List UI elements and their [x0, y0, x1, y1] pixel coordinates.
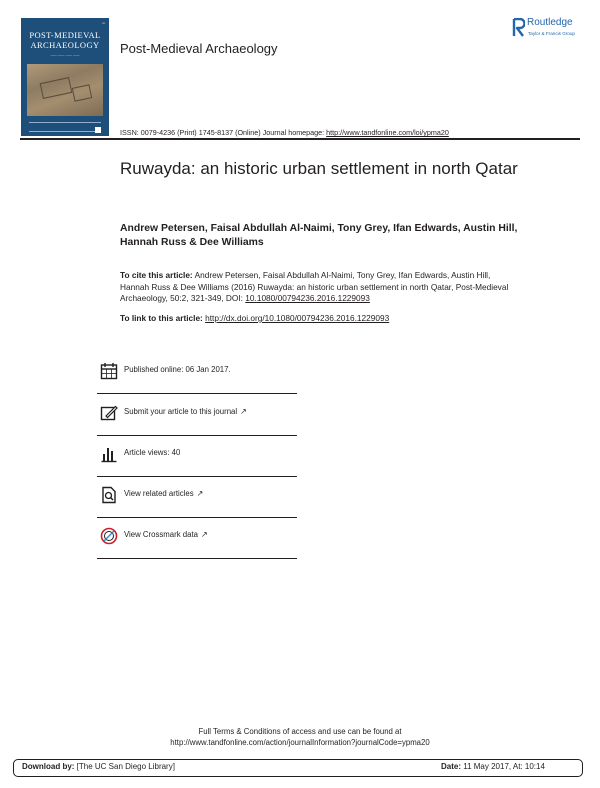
cover-aerial-photo [27, 64, 103, 116]
edit-icon [100, 404, 118, 422]
downloaded-by-value: [The UC San Diego Library] [74, 762, 175, 771]
crossmark-link[interactable] [124, 530, 208, 539]
link-label: To link to this article: [120, 313, 206, 323]
external-link-icon: ↗ [196, 489, 204, 498]
journal-cover-image[interactable] [21, 18, 109, 136]
terms-url-link[interactable]: http://www.tandfonline.com/action/journalInformation?journalCode=ypma20 [170, 738, 430, 747]
download-date [441, 762, 545, 771]
submit-article-link[interactable] [124, 407, 247, 416]
download-date-label: Date: [441, 762, 462, 771]
related-articles-link[interactable] [124, 489, 203, 498]
downloaded-by [22, 762, 175, 771]
article-authors: Andrew Petersen, Faisal Abdullah Al-Naimi, Tony Grey, Ifan Edwards, Austin Hill, Hannah Russ & Dee Williams [120, 223, 518, 248]
header-divider [20, 138, 580, 140]
download-date-value: 11 May 2017, At: 10:14 [461, 762, 545, 771]
published-online-label: Published online: 06 Jan 2017. [124, 365, 231, 374]
cover-subtitle: —— —— —— —— [50, 53, 80, 57]
article-url-link[interactable]: http://dx.doi.org/10.1080/00794236.2016.1229093 [205, 313, 390, 323]
submit-article-row[interactable] [97, 394, 297, 436]
submit-article-label: Submit your article to this journal [124, 407, 238, 416]
journal-homepage-link[interactable]: http://www.tandfonline.com/loi/ypma20 [326, 128, 449, 137]
bar-chart-icon [100, 445, 118, 463]
article-views-label: Article views: 40 [124, 448, 181, 457]
citation-text: Andrew Petersen, Faisal Abdullah Al-Naimi, Tony Grey, Ifan Edwards, Austin Hill, Hannah Russ & Dee Williams (2016) Ruwayda: an historic urban settlement in north Qatar, Post-Medieval Archaeology, 50:2, 321-349, DOI: [120, 270, 509, 303]
cover-title [21, 30, 109, 50]
cover-publisher-logo [95, 127, 101, 133]
issn-line [120, 128, 449, 137]
citation-label: To cite this article: [120, 270, 193, 280]
related-articles-row[interactable] [97, 476, 297, 518]
publisher-name: Routledge [527, 17, 573, 28]
crossmark-label: View Crossmark data [124, 530, 198, 539]
article-link-line [120, 313, 520, 323]
article-views-row [97, 435, 297, 477]
cover-title-line2: ARCHAEOLOGY [30, 40, 100, 50]
downloaded-by-label: Download by: [22, 762, 75, 771]
calendar-icon [100, 362, 118, 380]
doi-link[interactable]: 10.1080/00794236.2016.1229093 [245, 293, 370, 303]
related-articles-label: View related articles [124, 489, 194, 498]
external-link-icon: ↗ [240, 407, 247, 416]
published-online-row [97, 352, 297, 394]
cover-title-line1: POST-MEDIEVAL [29, 30, 101, 40]
citation-block [120, 270, 520, 305]
publisher-subtitle: Taylor & Francis Group [528, 31, 575, 36]
issn-text: ISSN: 0079-4236 (Print) 1745-8137 (Online) Journal homepage: [120, 128, 327, 137]
cover-text-lines [29, 122, 101, 132]
external-link-icon: ↗ [200, 530, 208, 539]
routledge-logo-icon[interactable] [512, 18, 525, 37]
cover-ruin-outline [72, 84, 93, 101]
crossmark-row[interactable] [97, 517, 297, 559]
document-search-icon [100, 486, 118, 504]
journal-title: Post-Medieval Archaeology [120, 41, 278, 56]
article-title: Ruwayda: an historic urban settlement in north Qatar [120, 159, 518, 178]
cover-tag: ▪▪▪ [101, 21, 105, 25]
cover-ruin-outline [40, 77, 73, 99]
terms-line-1: Full Terms & Conditions of access and use can be found at [198, 727, 402, 736]
crossmark-icon [100, 527, 118, 545]
